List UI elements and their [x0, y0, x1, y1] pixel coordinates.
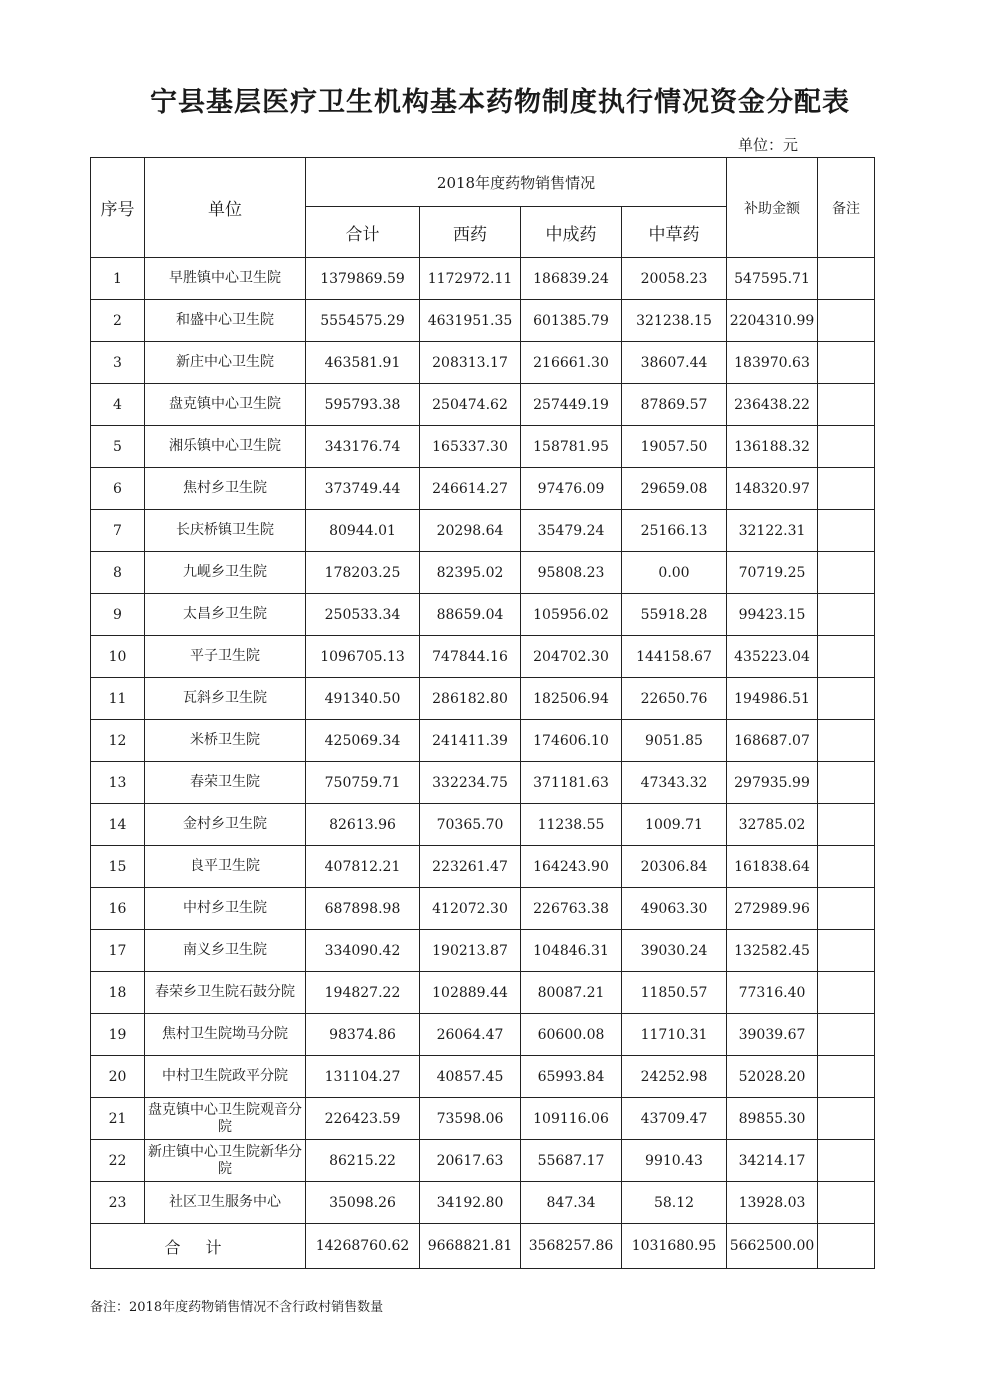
header-remark: 备注 — [818, 158, 875, 258]
row-western: 246614.27 — [420, 468, 521, 510]
row-western: 250474.62 — [420, 384, 521, 426]
row-herbal: 24252.98 — [622, 1056, 727, 1098]
row-unit: 和盛中心卫生院 — [145, 300, 306, 342]
row-total: 425069.34 — [306, 720, 420, 762]
row-index: 17 — [91, 930, 145, 972]
header-sales-group: 2018年度药物销售情况 — [306, 158, 727, 207]
row-subsidy: 297935.99 — [727, 762, 818, 804]
row-unit: 湘乐镇中心卫生院 — [145, 426, 306, 468]
row-index: 13 — [91, 762, 145, 804]
row-herbal: 43709.47 — [622, 1098, 727, 1140]
row-unit: 南义乡卫生院 — [145, 930, 306, 972]
row-subsidy: 70719.25 — [727, 552, 818, 594]
row-total: 687898.98 — [306, 888, 420, 930]
row-chinese-patent: 60600.08 — [521, 1014, 622, 1056]
table-row — [91, 636, 875, 678]
row-chinese-patent: 216661.30 — [521, 342, 622, 384]
row-remark — [818, 1014, 875, 1056]
table-row — [91, 384, 875, 426]
row-index: 2 — [91, 300, 145, 342]
row-subsidy: 89855.30 — [727, 1098, 818, 1140]
row-western: 286182.80 — [420, 678, 521, 720]
unit-label: 单位：元 — [738, 136, 799, 154]
row-chinese-patent: 35479.24 — [521, 510, 622, 552]
row-unit: 平子卫生院 — [145, 636, 306, 678]
row-total: 750759.71 — [306, 762, 420, 804]
row-herbal: 19057.50 — [622, 426, 727, 468]
row-western: 4631951.35 — [420, 300, 521, 342]
row-unit: 长庆桥镇卫生院 — [145, 510, 306, 552]
header-western: 西药 — [420, 207, 521, 258]
row-subsidy: 32785.02 — [727, 804, 818, 846]
row-chinese-patent: 847.34 — [521, 1182, 622, 1224]
row-total: 5554575.29 — [306, 300, 420, 342]
row-chinese-patent: 226763.38 — [521, 888, 622, 930]
table-row — [91, 426, 875, 468]
row-western: 26064.47 — [420, 1014, 521, 1056]
row-total: 407812.21 — [306, 846, 420, 888]
row-total: 373749.44 — [306, 468, 420, 510]
row-chinese-patent: 97476.09 — [521, 468, 622, 510]
row-remark — [818, 720, 875, 762]
row-subsidy: 194986.51 — [727, 678, 818, 720]
row-unit: 金村乡卫生院 — [145, 804, 306, 846]
row-subsidy: 161838.64 — [727, 846, 818, 888]
row-herbal: 58.12 — [622, 1182, 727, 1224]
row-herbal: 39030.24 — [622, 930, 727, 972]
table-row — [91, 342, 875, 384]
row-total: 194827.22 — [306, 972, 420, 1014]
row-total: 1379869.59 — [306, 258, 420, 300]
row-index: 9 — [91, 594, 145, 636]
row-western: 208313.17 — [420, 342, 521, 384]
total-remark — [818, 1224, 875, 1269]
table-row — [91, 930, 875, 972]
row-total: 131104.27 — [306, 1056, 420, 1098]
row-chinese-patent: 601385.79 — [521, 300, 622, 342]
row-herbal: 9051.85 — [622, 720, 727, 762]
row-western: 241411.39 — [420, 720, 521, 762]
row-total: 595793.38 — [306, 384, 420, 426]
row-chinese-patent: 257449.19 — [521, 384, 622, 426]
row-subsidy: 435223.04 — [727, 636, 818, 678]
row-herbal: 55918.28 — [622, 594, 727, 636]
row-subsidy: 547595.71 — [727, 258, 818, 300]
row-unit: 早胜镇中心卫生院 — [145, 258, 306, 300]
row-index: 8 — [91, 552, 145, 594]
row-remark — [818, 552, 875, 594]
row-remark — [818, 258, 875, 300]
row-herbal: 321238.15 — [622, 300, 727, 342]
table-body — [91, 258, 875, 1224]
table-row — [91, 1140, 875, 1182]
total-herbal: 1031680.95 — [622, 1224, 727, 1269]
row-index: 20 — [91, 1056, 145, 1098]
row-index: 18 — [91, 972, 145, 1014]
row-western: 82395.02 — [420, 552, 521, 594]
row-western: 1172972.11 — [420, 258, 521, 300]
total-label: 合 计 — [91, 1224, 306, 1269]
row-herbal: 144158.67 — [622, 636, 727, 678]
row-herbal: 11850.57 — [622, 972, 727, 1014]
row-unit: 新庄中心卫生院 — [145, 342, 306, 384]
row-unit: 盘克镇中心卫生院观音分院 — [145, 1098, 306, 1140]
row-remark — [818, 1098, 875, 1140]
row-chinese-patent: 164243.90 — [521, 846, 622, 888]
table-row — [91, 1056, 875, 1098]
row-western: 73598.06 — [420, 1098, 521, 1140]
row-unit: 米桥卫生院 — [145, 720, 306, 762]
row-total: 86215.22 — [306, 1140, 420, 1182]
row-remark — [818, 342, 875, 384]
row-subsidy: 272989.96 — [727, 888, 818, 930]
row-subsidy: 39039.67 — [727, 1014, 818, 1056]
table-row — [91, 846, 875, 888]
row-index: 5 — [91, 426, 145, 468]
row-subsidy: 52028.20 — [727, 1056, 818, 1098]
row-remark — [818, 1182, 875, 1224]
row-subsidy: 13928.03 — [727, 1182, 818, 1224]
row-herbal: 9910.43 — [622, 1140, 727, 1182]
table-row — [91, 552, 875, 594]
row-chinese-patent: 80087.21 — [521, 972, 622, 1014]
row-remark — [818, 384, 875, 426]
row-subsidy: 236438.22 — [727, 384, 818, 426]
table-row — [91, 258, 875, 300]
table-row — [91, 594, 875, 636]
row-unit: 盘克镇中心卫生院 — [145, 384, 306, 426]
row-western: 20298.64 — [420, 510, 521, 552]
row-total: 226423.59 — [306, 1098, 420, 1140]
row-western: 412072.30 — [420, 888, 521, 930]
table-row — [91, 1014, 875, 1056]
row-index: 1 — [91, 258, 145, 300]
row-remark — [818, 972, 875, 1014]
row-unit: 新庄镇中心卫生院新华分院 — [145, 1140, 306, 1182]
row-unit: 焦村乡卫生院 — [145, 468, 306, 510]
row-herbal: 38607.44 — [622, 342, 727, 384]
row-total: 334090.42 — [306, 930, 420, 972]
row-remark — [818, 1140, 875, 1182]
row-chinese-patent: 65993.84 — [521, 1056, 622, 1098]
table-row — [91, 762, 875, 804]
row-remark — [818, 888, 875, 930]
row-remark — [818, 930, 875, 972]
row-remark — [818, 510, 875, 552]
total-western: 9668821.81 — [420, 1224, 521, 1269]
table-row — [91, 888, 875, 930]
row-chinese-patent: 186839.24 — [521, 258, 622, 300]
allocation-table — [90, 157, 875, 1269]
row-unit: 春荣卫生院 — [145, 762, 306, 804]
row-index: 14 — [91, 804, 145, 846]
row-western: 190213.87 — [420, 930, 521, 972]
total-sum: 14268760.62 — [306, 1224, 420, 1269]
table-row — [91, 300, 875, 342]
row-index: 23 — [91, 1182, 145, 1224]
table-row — [91, 804, 875, 846]
row-western: 332234.75 — [420, 762, 521, 804]
table-row — [91, 1098, 875, 1140]
row-chinese-patent: 158781.95 — [521, 426, 622, 468]
row-unit: 中村卫生院政平分院 — [145, 1056, 306, 1098]
row-total: 1096705.13 — [306, 636, 420, 678]
row-index: 11 — [91, 678, 145, 720]
table-row — [91, 972, 875, 1014]
row-western: 223261.47 — [420, 846, 521, 888]
row-subsidy: 2204310.99 — [727, 300, 818, 342]
header-chinese-patent: 中成药 — [521, 207, 622, 258]
row-total: 98374.86 — [306, 1014, 420, 1056]
row-total: 343176.74 — [306, 426, 420, 468]
table-row — [91, 720, 875, 762]
row-index: 10 — [91, 636, 145, 678]
row-herbal: 25166.13 — [622, 510, 727, 552]
header-subsidy: 补助金额 — [727, 158, 818, 258]
row-unit: 良平卫生院 — [145, 846, 306, 888]
row-subsidy: 148320.97 — [727, 468, 818, 510]
row-chinese-patent: 95808.23 — [521, 552, 622, 594]
row-chinese-patent: 104846.31 — [521, 930, 622, 972]
row-remark — [818, 804, 875, 846]
table-row — [91, 468, 875, 510]
row-remark — [818, 762, 875, 804]
row-chinese-patent: 109116.06 — [521, 1098, 622, 1140]
row-herbal: 20306.84 — [622, 846, 727, 888]
row-unit: 太昌乡卫生院 — [145, 594, 306, 636]
row-western: 40857.45 — [420, 1056, 521, 1098]
row-western: 747844.16 — [420, 636, 521, 678]
row-remark — [818, 636, 875, 678]
row-remark — [818, 468, 875, 510]
row-western: 34192.80 — [420, 1182, 521, 1224]
table-row — [91, 1182, 875, 1224]
header-total: 合计 — [306, 207, 420, 258]
row-western: 165337.30 — [420, 426, 521, 468]
row-total: 35098.26 — [306, 1182, 420, 1224]
row-herbal: 0.00 — [622, 552, 727, 594]
row-subsidy: 136188.32 — [727, 426, 818, 468]
row-total: 82613.96 — [306, 804, 420, 846]
row-herbal: 87869.57 — [622, 384, 727, 426]
row-remark — [818, 1056, 875, 1098]
row-herbal: 11710.31 — [622, 1014, 727, 1056]
row-chinese-patent: 55687.17 — [521, 1140, 622, 1182]
footnote: 备注：2018年度药物销售情况不含行政村销售数量 — [90, 1300, 384, 1315]
row-remark — [818, 594, 875, 636]
row-index: 16 — [91, 888, 145, 930]
row-chinese-patent: 11238.55 — [521, 804, 622, 846]
row-index: 12 — [91, 720, 145, 762]
header-herbal: 中草药 — [622, 207, 727, 258]
row-remark — [818, 300, 875, 342]
row-subsidy: 183970.63 — [727, 342, 818, 384]
total-chinese-patent: 3568257.86 — [521, 1224, 622, 1269]
row-index: 15 — [91, 846, 145, 888]
row-unit: 焦村卫生院坳马分院 — [145, 1014, 306, 1056]
row-index: 4 — [91, 384, 145, 426]
row-subsidy: 132582.45 — [727, 930, 818, 972]
row-total: 250533.34 — [306, 594, 420, 636]
row-chinese-patent: 204702.30 — [521, 636, 622, 678]
row-subsidy: 34214.17 — [727, 1140, 818, 1182]
document-title: 宁县基层医疗卫生机构基本药物制度执行情况资金分配表 — [150, 87, 850, 118]
row-unit: 中村乡卫生院 — [145, 888, 306, 930]
row-herbal: 49063.30 — [622, 888, 727, 930]
row-index: 3 — [91, 342, 145, 384]
table-row — [91, 510, 875, 552]
row-index: 19 — [91, 1014, 145, 1056]
row-unit: 社区卫生服务中心 — [145, 1182, 306, 1224]
row-subsidy: 168687.07 — [727, 720, 818, 762]
row-total: 178203.25 — [306, 552, 420, 594]
row-total: 463581.91 — [306, 342, 420, 384]
row-total: 80944.01 — [306, 510, 420, 552]
total-row — [91, 1224, 875, 1269]
row-herbal: 29659.08 — [622, 468, 727, 510]
row-index: 22 — [91, 1140, 145, 1182]
row-western: 88659.04 — [420, 594, 521, 636]
row-subsidy: 32122.31 — [727, 510, 818, 552]
row-chinese-patent: 371181.63 — [521, 762, 622, 804]
row-total: 491340.50 — [306, 678, 420, 720]
table-row — [91, 678, 875, 720]
row-western: 70365.70 — [420, 804, 521, 846]
row-herbal: 22650.76 — [622, 678, 727, 720]
row-index: 7 — [91, 510, 145, 552]
row-remark — [818, 846, 875, 888]
row-chinese-patent: 182506.94 — [521, 678, 622, 720]
row-unit: 瓦斜乡卫生院 — [145, 678, 306, 720]
row-unit: 九岘乡卫生院 — [145, 552, 306, 594]
row-western: 102889.44 — [420, 972, 521, 1014]
header-index: 序号 — [91, 158, 145, 258]
row-remark — [818, 426, 875, 468]
row-chinese-patent: 174606.10 — [521, 720, 622, 762]
row-index: 6 — [91, 468, 145, 510]
header-unit: 单位 — [145, 158, 306, 258]
row-subsidy: 99423.15 — [727, 594, 818, 636]
row-herbal: 20058.23 — [622, 258, 727, 300]
row-herbal: 47343.32 — [622, 762, 727, 804]
row-chinese-patent: 105956.02 — [521, 594, 622, 636]
row-remark — [818, 678, 875, 720]
row-western: 20617.63 — [420, 1140, 521, 1182]
row-index: 21 — [91, 1098, 145, 1140]
row-unit: 春荣乡卫生院石鼓分院 — [145, 972, 306, 1014]
total-subsidy: 5662500.00 — [727, 1224, 818, 1269]
row-subsidy: 77316.40 — [727, 972, 818, 1014]
row-herbal: 1009.71 — [622, 804, 727, 846]
